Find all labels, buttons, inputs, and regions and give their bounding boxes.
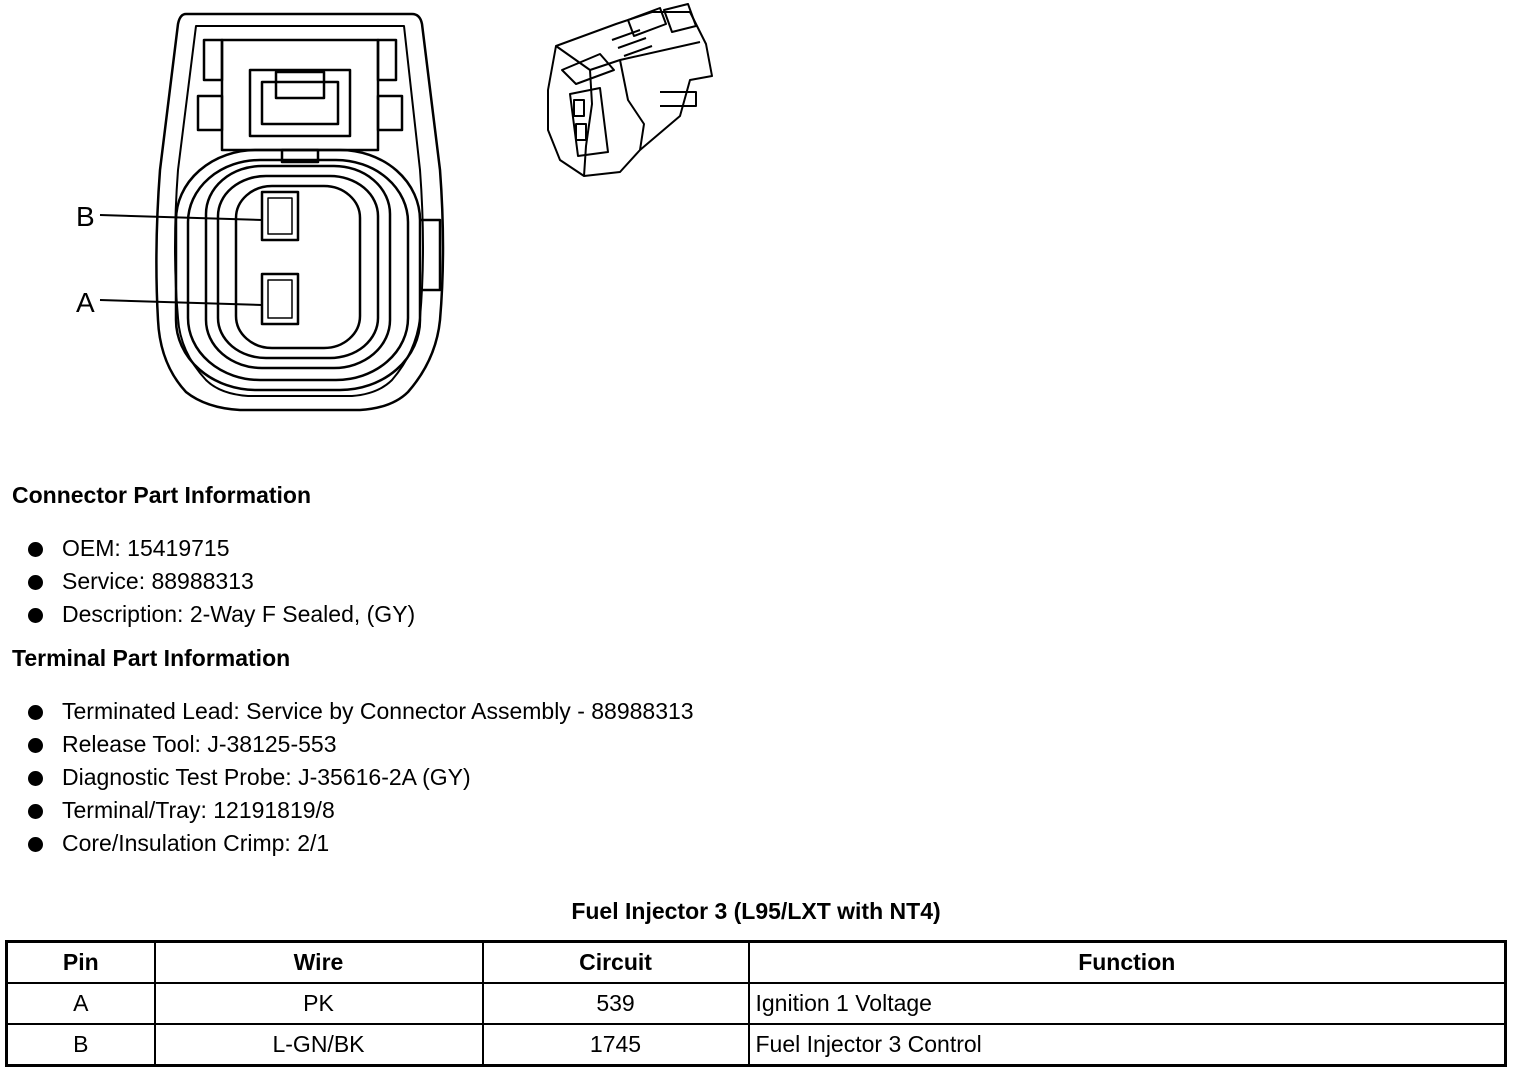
- table-row: [7, 983, 1506, 1024]
- header-pin: Pin: [7, 942, 155, 984]
- connector-info-title: Connector Part Information: [12, 482, 312, 508]
- header-wire: Wire: [155, 942, 483, 984]
- connector-isometric-view: [548, 4, 712, 176]
- table-row: [7, 1024, 1506, 1066]
- bullet-icon: [28, 738, 43, 753]
- bullet-icon: [28, 837, 43, 852]
- bullet-icon: [28, 575, 43, 590]
- pin-label-a: A: [76, 287, 95, 318]
- bullet-icon: [28, 608, 43, 623]
- list-item: Terminal/Tray: 12191819/8: [28, 794, 694, 827]
- cell-pin: B: [7, 1024, 155, 1066]
- pin-label-b: B: [76, 201, 95, 232]
- bullet-icon: [28, 542, 43, 557]
- connector-info-list: [28, 532, 415, 631]
- pin-table-title: Fuel Injector 3 (L95/LXT with NT4): [571, 898, 941, 924]
- cell-circuit: 539: [483, 983, 749, 1024]
- cell-pin: A: [7, 983, 155, 1024]
- connector-face-diagram: [0, 0, 760, 430]
- list-item: Release Tool: J-38125-553: [28, 728, 694, 761]
- list-item: Terminated Lead: Service by Connector Assembly - 88988313: [28, 695, 694, 728]
- list-item: Service: 88988313: [28, 565, 415, 598]
- list-item: Core/Insulation Crimp: 2/1: [28, 827, 694, 860]
- cell-wire: PK: [155, 983, 483, 1024]
- pin-table: [5, 940, 1507, 1067]
- table-header-row: [7, 942, 1506, 984]
- list-item: Description: 2-Way F Sealed, (GY): [28, 598, 415, 631]
- bullet-icon: [28, 705, 43, 720]
- list-item: OEM: 15419715: [28, 532, 415, 565]
- bullet-icon: [28, 804, 43, 819]
- cell-function: Fuel Injector 3 Control: [749, 1024, 1506, 1066]
- cell-function: Ignition 1 Voltage: [749, 983, 1506, 1024]
- header-circuit: Circuit: [483, 942, 749, 984]
- terminal-info-list: [28, 695, 694, 860]
- list-item: Diagnostic Test Probe: J-35616-2A (GY): [28, 761, 694, 794]
- terminal-info-title: Terminal Part Information: [12, 645, 291, 671]
- header-function: Function: [749, 942, 1506, 984]
- cell-circuit: 1745: [483, 1024, 749, 1066]
- cell-wire: L-GN/BK: [155, 1024, 483, 1066]
- bullet-icon: [28, 771, 43, 786]
